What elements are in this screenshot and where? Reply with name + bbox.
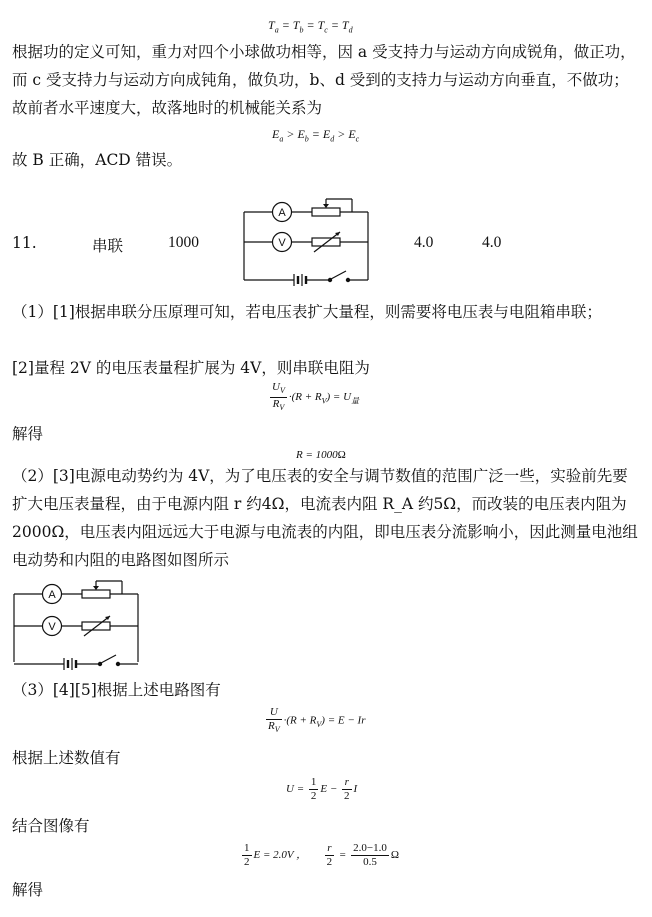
part3-intro: （3）[4][5]根据上述电路图有 [12, 681, 221, 699]
equation-resistance-result: R = 1000Ω [296, 449, 346, 461]
question-number: 11. [12, 234, 37, 252]
voltmeter-icon [273, 233, 292, 252]
resistance-box-icon [82, 616, 110, 636]
answer-series: 串联 [92, 237, 124, 255]
by-values-label: 根据上述数值有 [12, 749, 121, 767]
equation-mechanical-energy: $E_a > E_b = E_d > E_c$ [272, 127, 360, 144]
paragraph-work-analysis: 根据功的定义可知，重力对四个小球做功相等，因 a 受支持力与运动方向成锐角，做正功，而 c 受支持力与运动方向成钝角，做负功，b、d 受到的支持力与运动方向垂直，不做功； 故前者水平速度大，故落地时的机械能关系为 [12, 43, 636, 117]
part1-range-extension: [2]量程 2V 的电压表量程扩展为 4V，则串联电阻为 [12, 359, 370, 377]
ammeter-icon [273, 203, 292, 222]
circuit-diagram-answer [236, 196, 376, 292]
equation-circuit-law: $\frac{U}{R_V}$ $\cdot(R + R_V) = E - Ir$ [268, 706, 366, 735]
by-graph-label: 结合图像有 [12, 817, 90, 835]
voltmeter-icon [43, 617, 62, 636]
answer-resistance: 1000 [168, 234, 199, 251]
part2-explanation: （2）[3]电源电动势约为 4V，为了电压表的安全与调节数值的范围广泛一些，实验前先要扩大电压表量程，由于电源内阻 r 约4Ω，电流表内阻 R_A 约5Ω，而改装的电压表内阻为 2000Ω，电压表内阻远远大于电源与电流表的内阻，即电压表分流影响小，因此测量电池组电动势和内阻的电路图如图所示 [12, 467, 638, 569]
ammeter-label: A [48, 589, 56, 601]
switch-icon [98, 655, 119, 666]
equation-series-resistor: $\frac{U_V}{R_V}$ $\cdot(R + R_V) = U_量$ [272, 381, 360, 413]
equation-linear-form: U = $\frac{1}{2}$ E − $\frac{r}{2}$ I [286, 776, 358, 802]
part1-explanation: （1）[1]根据串联分压原理可知，若电压表扩大量程，则需要将电压表与电阻箱串联； [12, 303, 602, 321]
voltmeter-label: V [48, 621, 56, 633]
resistance-box-icon [312, 232, 340, 252]
solve-label-2: 解得 [12, 881, 44, 899]
battery-icon [64, 658, 76, 670]
rheostat-icon [82, 581, 122, 598]
answer-emf: 4.0 [414, 234, 434, 251]
conclusion-line: 故 B 正确，ACD 错误。 [12, 151, 183, 169]
equation-equal-periods: $T_a = T_b = T_c = T_d$ [268, 18, 353, 35]
battery-icon [294, 274, 306, 286]
circuit-diagram-measurement [6, 578, 146, 674]
switch-icon [328, 271, 349, 282]
rheostat-icon [312, 199, 352, 216]
ammeter-label: A [278, 207, 286, 219]
voltmeter-label: V [278, 237, 286, 249]
answer-internal-resistance: 4.0 [482, 234, 502, 251]
equation-graph-values: $\frac{1}{2}$ E = 2.0V ， $\frac{r}{2}$ = $\frac{2.0-1.0}{0.5}$ Ω [244, 842, 400, 868]
solve-label-1: 解得 [12, 425, 44, 443]
ammeter-icon [43, 585, 62, 604]
